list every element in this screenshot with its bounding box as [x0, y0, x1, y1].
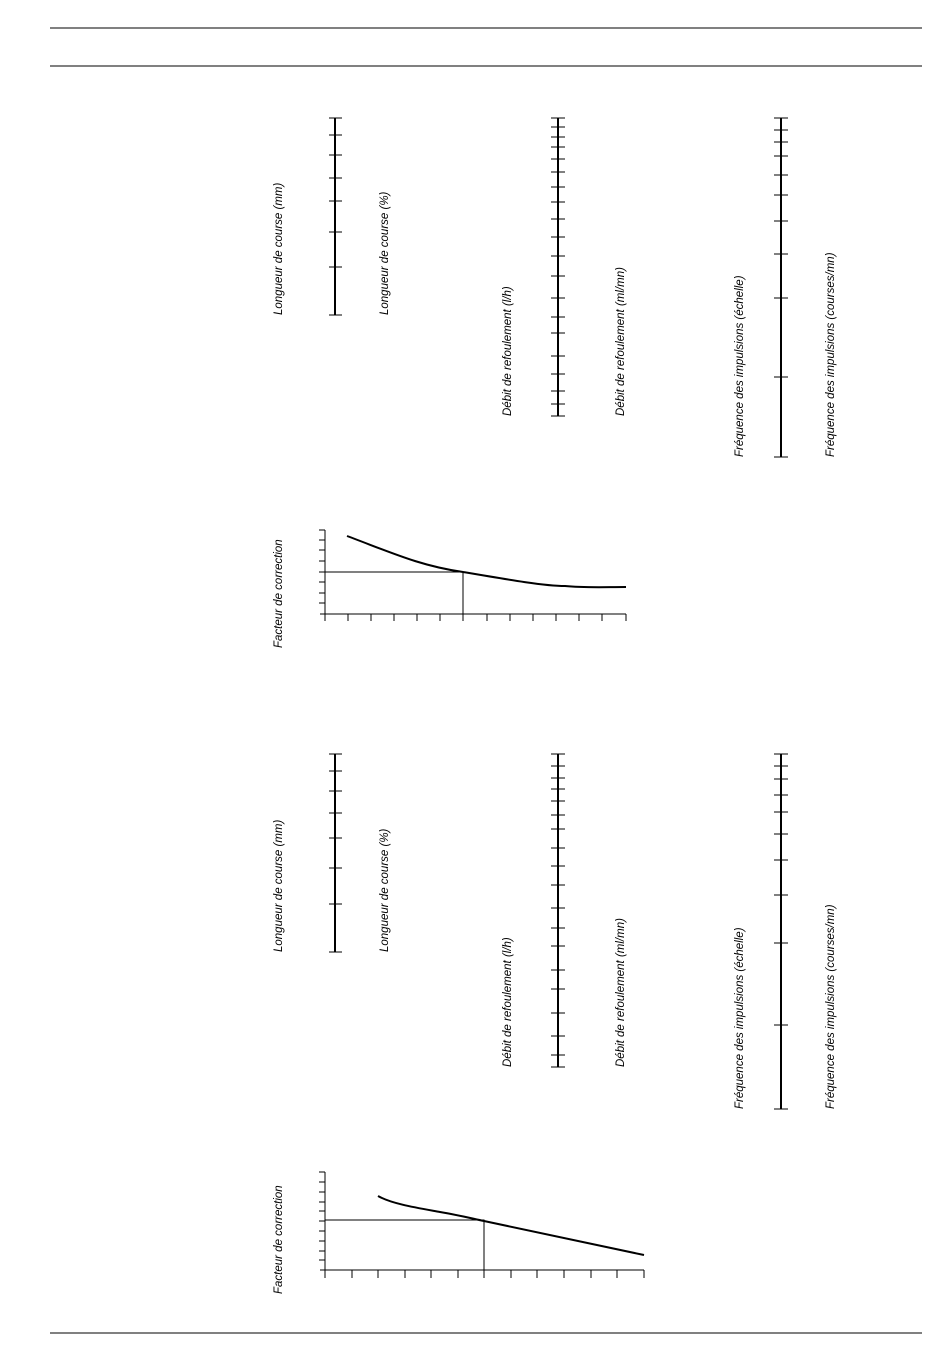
- frequency-scale-2: [774, 754, 788, 1109]
- stroke-length-scale-1: [329, 118, 342, 315]
- stroke-length-mm-label-2: Longueur de course (mm): [273, 819, 285, 952]
- correction-chart-1: [273, 530, 626, 648]
- correction-chart-1-reference-lines: [325, 572, 463, 614]
- stroke-length-scale-2: [329, 754, 342, 952]
- flow-lh-label-1: Débit de refoulement (l/h): [502, 286, 514, 416]
- flow-lh-label-2: Débit de refoulement (l/h): [502, 937, 514, 1067]
- nomogram-1: [273, 118, 837, 457]
- frequency-scale-1: [774, 118, 788, 457]
- correction-chart-2-ylabel: Facteur de correction: [273, 1185, 285, 1294]
- nomogram-2: [273, 754, 837, 1109]
- correction-chart-1-curve: [347, 536, 626, 587]
- correction-chart-2-y-ticks: [319, 1172, 325, 1260]
- correction-chart-1-ylabel: Facteur de correction: [273, 539, 285, 648]
- correction-chart-1-y-ticks: [319, 530, 325, 603]
- flow-mlmin-label-2: Débit de refoulement (ml/mn): [615, 918, 627, 1067]
- freq-strokes-label-2: Fréquence des impulsions (courses/mn): [825, 904, 837, 1109]
- correction-chart-2-x-ticks: [325, 1270, 644, 1278]
- correction-chart-2-curve: [378, 1196, 644, 1255]
- flow-mlmin-label-1: Débit de refoulement (ml/mn): [615, 267, 627, 416]
- correction-chart-1-x-ticks: [325, 614, 626, 621]
- correction-chart-2: [273, 1172, 644, 1294]
- stroke-length-pct-label-1: Longueur de course (%): [379, 191, 391, 315]
- freq-strokes-label-1: Fréquence des impulsions (courses/mn): [825, 252, 837, 457]
- flow-scale-1: [551, 118, 565, 416]
- stroke-length-mm-label-1: Longueur de course (mm): [273, 182, 285, 315]
- flow-scale-2: [551, 754, 565, 1067]
- correction-chart-2-reference-lines: [325, 1220, 484, 1270]
- stroke-length-pct-label-2: Longueur de course (%): [379, 828, 391, 952]
- freq-scale-label-2: Fréquence des impulsions (échelle): [734, 927, 746, 1109]
- freq-scale-label-1: Fréquence des impulsions (échelle): [734, 275, 746, 457]
